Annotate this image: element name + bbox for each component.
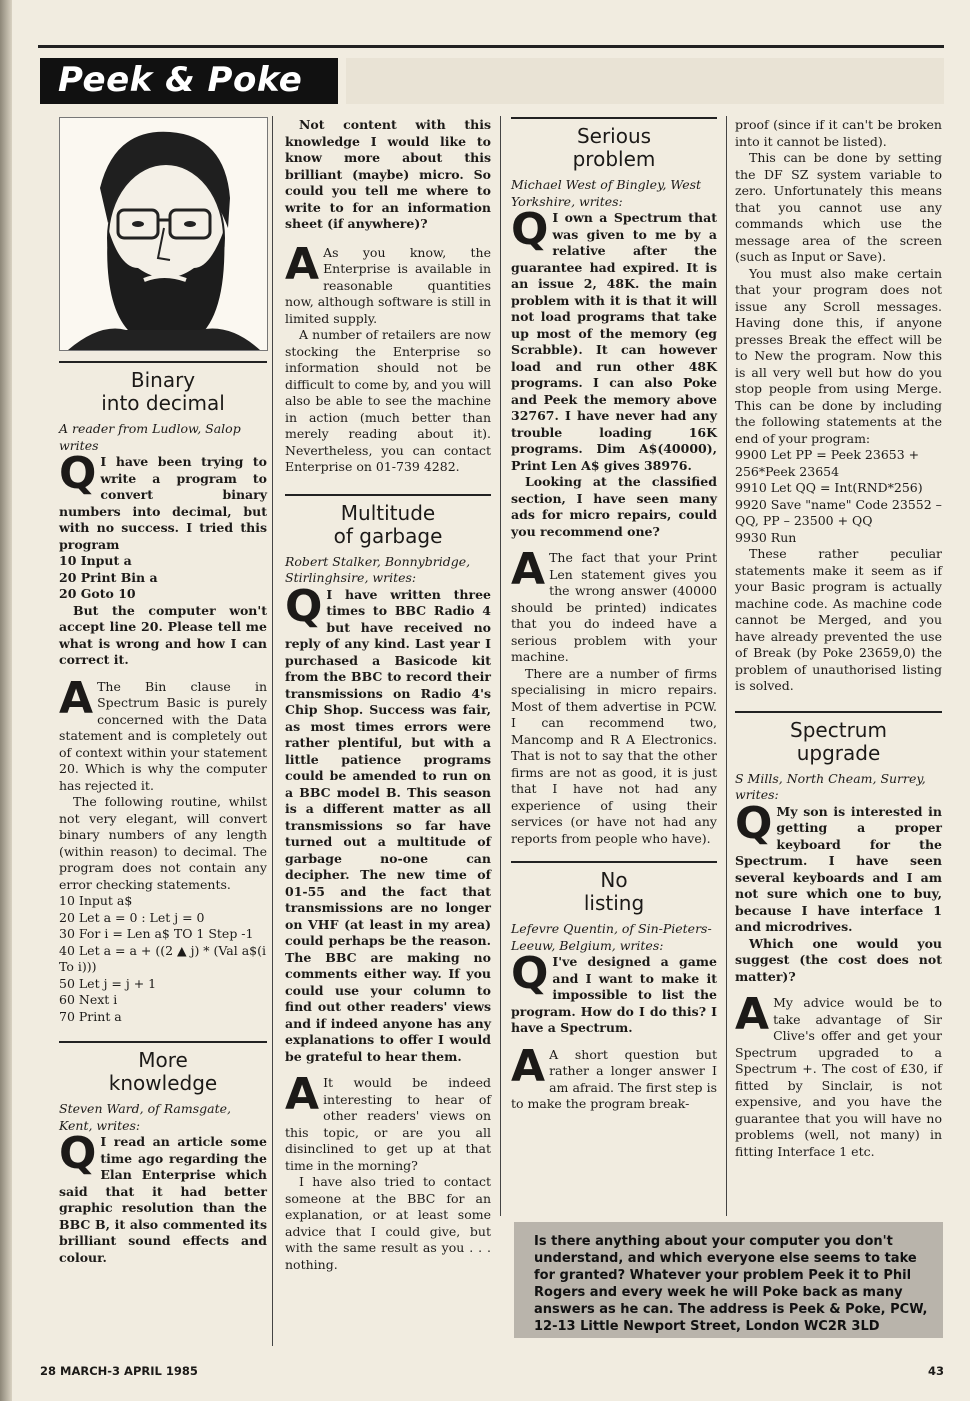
drop-cap-q: Q — [285, 580, 323, 632]
page-number: 43 — [928, 1364, 945, 1378]
question-text: Which one would you suggest (the cost does not matter)? — [735, 935, 942, 984]
question-text — [735, 797, 942, 936]
section-rule — [59, 361, 267, 363]
answer-text: These rather peculiar statements make it seem as if your Basic program is actually machine code. As machine code cannot be Merged, and you have already prevented the use of Break (by Poke 23659,0) the problem of unauthorised listing is solved. — [735, 546, 942, 693]
heading-line: problem — [572, 147, 656, 171]
drop-cap-a: A — [511, 544, 546, 595]
heading-line: knowledge — [108, 1071, 218, 1095]
portrait-illustration — [60, 118, 267, 350]
question-body: I've designed a game and I want to make it impossible to list the program. How do I do this? I have a Spectrum. — [511, 954, 717, 1035]
question-text: But the computer won't accept line 20. Please tell me what is wrong and how I can correct it. — [59, 602, 267, 667]
byline: A reader from Ludlow, Salop writes — [59, 421, 241, 453]
column-banner — [40, 58, 338, 104]
section-rule — [59, 1041, 267, 1043]
heading-line: Spectrum — [790, 717, 887, 742]
code-line: 20 Let a = 0 : Let j = 0 — [59, 909, 205, 925]
code-line: 10 Input a$ — [59, 893, 133, 908]
code-line: 60 Next i — [59, 992, 118, 1007]
answer-text: The following routine, whilst not very elegant, will convert binary numbers of any length (within reason) to decimal. The program does not contain any error checking statements. — [59, 794, 267, 892]
answer-body: A short question but rather a longer answer I am afraid. The first step is to make the program break- — [511, 1046, 717, 1111]
code-line: 40 Let a = a + ((2 ▲ j) * (Val a$(i To i))) — [59, 942, 266, 974]
drop-cap-a: A — [59, 672, 94, 724]
section-heading-no-listing — [511, 869, 717, 915]
answer-text: There are a number of firms specialising in micro repairs. Most of them advertise in PCW. I can recommend two, Mancomp and R A Electronics. That is not to say that the other firms are not as good, it is just that I have not had any experience of using their services (or have not had any reports from people who have). — [511, 665, 717, 846]
code-line: 50 Let j = j + 1 — [59, 975, 157, 991]
heading-line: Serious — [576, 124, 652, 148]
answer-text — [735, 989, 942, 1160]
section-heading-spectrum-upgrade — [735, 719, 942, 765]
question-body: My son is interested in getting a proper keyboard for the Spectrum. I have seen several keyboards and I am not sure which one to buy, because I have interface 1 and microdrives. — [735, 803, 942, 934]
code-line: 9910 Let QQ = Int(RND*256) — [735, 480, 923, 495]
answer-body: My advice would be to take advantage of Sir Clive's offer and get your Spectrum upgraded to a Spectrum +. The cost of £30, if fitted by Sinclair, is not expensive, and you have the guarantee that you will have no problems (well, not many) in fitting Interface 1 etc. — [735, 995, 942, 1159]
heading-line: Multitude — [340, 500, 436, 525]
heading-line: No — [600, 868, 628, 892]
answer-body: The Bin clause in Spectrum Basic is purely concerned with the Data statement and is completely out of context within your statement 20. Which is why the computer has rejected it. — [59, 678, 267, 793]
code-line: 9930 Run — [735, 529, 797, 545]
drop-cap-q: Q — [511, 948, 549, 999]
code-line: 9900 Let PP = Peek 23653 + 256*Peek 23654 — [735, 447, 920, 479]
section-heading-multitude — [285, 502, 491, 548]
drop-cap-a: A — [735, 989, 770, 1040]
section-heading-serious-problem — [511, 125, 717, 171]
banner-showthrough — [346, 58, 944, 104]
code-line: 10 Input a — [59, 553, 132, 568]
answer-text: This can be done by setting the DF SZ system variable to zero. Unfortunately this means that you cannot use any commands which use the message area of the screen (such as Input or Save). — [735, 150, 942, 264]
column-divider — [726, 116, 727, 1216]
drop-cap-q: Q — [59, 1128, 97, 1179]
answer-text — [59, 672, 267, 795]
answer-text — [285, 238, 491, 328]
author-photo — [59, 117, 268, 351]
answer-text — [511, 1040, 717, 1113]
question-text: Looking at the classified section, I have seen many ads for micro repairs, could you recommend one? — [511, 474, 717, 539]
page-spine-shadow — [0, 0, 12, 1401]
drop-cap-a: A — [511, 1040, 546, 1092]
byline: Michael West of Bingley, West Yorkshire, writes: — [511, 177, 702, 209]
section-rule — [735, 711, 942, 713]
answer-text — [285, 1069, 491, 1174]
code-line: 20 Print Bin a — [59, 569, 158, 585]
question-text — [511, 948, 717, 1037]
answer-text: proof (since if it can't be broken into it cannot be listed). — [735, 117, 942, 149]
code-line: 20 Goto 10 — [59, 586, 136, 601]
banner-title: Peek & Poke — [58, 60, 303, 100]
top-rule — [38, 45, 944, 48]
code-line: 70 Print a — [59, 1008, 122, 1024]
answer-text: A number of retailers are now stocking the Enterprise so information should not be difficult to come by, and you will also be able to see the machine in action (much better than merely reading about it). Nevertheless, you can contact Enterprise on 01-739 4282. — [285, 327, 491, 474]
heading-line: More — [138, 1048, 188, 1072]
drop-cap-q: Q — [511, 204, 549, 255]
code-line: 30 For i = Len a$ TO 1 Step -1 — [59, 926, 254, 941]
answer-body: It would be indeed interesting to hear of other readers' views on this topic, or are you all disinclined to get up at that time in the morning? — [285, 1075, 491, 1173]
question-text — [59, 448, 267, 553]
heading-line: listing — [583, 891, 645, 915]
answer-body: As you know, the Enterprise is available in reasonable quantities now, although software is still in limited supply. — [285, 244, 491, 326]
question-text: Not content with this knowledge I would like to know more about this brilliant (maybe) micro. So could you tell me where to write to for an information sheet (if anywhere)? — [285, 117, 491, 231]
question-body: I have written three times to BBC Radio 4 but have received no reply of any kind. Last year I purchased a Basicode kit from the BBC to record their transmissions on Radio 4's Chip Shop. Success was fair, as most times errors were rather plentiful, but with a little patience programs could be amended to run on a BBC model B. This season is a different matter as all transmissions so far have turned out a multitude of garbage no-one can decipher. The new time of 01-55 and the fact that transmissions are no longer on VHF (at least in my area) could perhaps be the reason. The BBC are making no comments either way. If you could use your column to find out other readers' views and if indeed anyone has any explanations to offer I would be grateful to hear them. — [285, 586, 491, 1064]
section-rule — [285, 494, 491, 496]
section-rule — [511, 117, 717, 119]
section-rule — [511, 861, 717, 863]
code-line: 9920 Save "name" Code 23552 – QQ, PP – 23500 + QQ — [735, 496, 942, 528]
question-text — [285, 580, 491, 1066]
drop-cap-q: Q — [735, 797, 773, 849]
contact-info-text: Is there anything about your computer you don't understand, and which everyone else seems to take for granted? Whatever your problem Peek it to Phil Rogers and every week he will Poke back as many answers as he can. The address is Peek & Poke, PCW, 12-13 Little Newport Street, London WC2R 3LD — [534, 1234, 928, 1334]
byline: S Mills, North Cheam, Surrey, writes: — [735, 770, 926, 802]
column-4 — [735, 117, 942, 1160]
heading-line: into decimal — [101, 391, 225, 415]
section-heading-binary — [59, 369, 267, 415]
question-body: I read an article some time ago regarding the Elan Enterprise which said that it had better graphic resolution than the BBC B, it also commented its brilliant sound effects and colour. — [59, 1134, 267, 1265]
question-body: I have been trying to write a program to convert binary numbers into decimal, but with no success. I tried this program — [59, 454, 267, 552]
heading-line: Binary — [130, 368, 196, 392]
byline: Robert Stalker, Bonnybridge, Stirlinghsire, writes: — [285, 553, 471, 585]
answer-text — [511, 544, 717, 666]
answer-text: I have also tried to contact someone at the BBC for an explanation, or at least some advice that I could give, but with the same result as you . . . nothing. — [285, 1174, 491, 1272]
column-3 — [511, 117, 717, 1113]
column-divider — [500, 116, 501, 1216]
drop-cap-a: A — [285, 1069, 320, 1120]
drop-cap-a: A — [285, 238, 320, 290]
drop-cap-q: Q — [59, 448, 97, 499]
answer-body: The fact that your Print Len statement gives you the wrong answer (40000 should be printed) indicates that you do indeed have a serious problem with your machine. — [511, 550, 717, 664]
column-1 — [59, 117, 267, 1266]
answer-text: You must also make certain that your program does not issue any Scroll messages. Having done this, if anyone presses Break the effect will be to New the program. Now this is all very well but how do you stop people from using Merge. This can be done by including the following statements at the end of your program: — [735, 265, 942, 446]
section-heading-more-knowledge — [59, 1049, 267, 1095]
column-2 — [285, 117, 491, 1273]
byline: Steven Ward, of Ramsgate, Kent, writes: — [59, 1101, 231, 1133]
question-text — [59, 1128, 267, 1266]
byline: Lefevre Quentin, of Sin-Pieters-Leeuw, Belgium, writes: — [511, 921, 712, 953]
column-divider — [272, 116, 273, 1346]
issue-date: 28 MARCH-3 APRIL 1985 — [40, 1364, 198, 1378]
question-text — [511, 204, 717, 474]
question-body: I own a Spectrum that was given to me by a relative after the guarantee had expired. It is an issue 2, 48K. the main problem with it is that it will not load programs that take up most of the memory (eg Scrabble). It can however load and run other 48K programs. I can also Poke and Peek the memory above 32767. I have never had any trouble loading 16K programs. Dim A$(40000), Print Len A$ gives 38976. — [511, 210, 717, 473]
contact-info-box — [514, 1222, 943, 1338]
heading-line: upgrade — [796, 740, 881, 765]
heading-line: of garbage — [333, 523, 443, 548]
